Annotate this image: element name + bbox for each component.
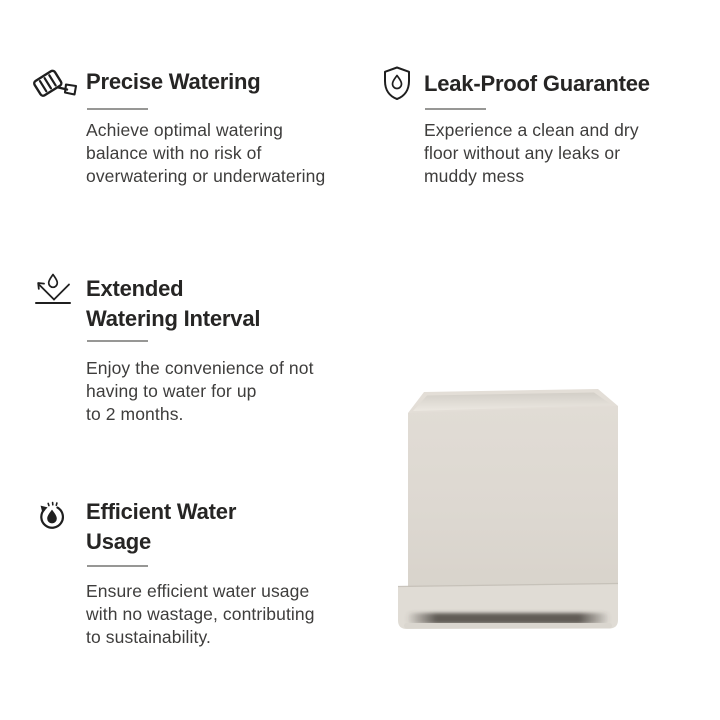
feature-title-precise-watering <box>86 67 261 97</box>
droplet-bounce-icon <box>33 272 73 306</box>
title-line: Efficient Water <box>86 499 237 524</box>
divider <box>87 565 148 567</box>
feature-title-extended-interval <box>86 274 260 334</box>
description-line: to 2 months. <box>86 404 184 424</box>
description-line: Ensure efficient water usage <box>86 581 310 601</box>
droplet-recycle-icon <box>37 501 67 532</box>
description-line: having to water for up <box>86 381 257 401</box>
description-line: to sustainability. <box>86 627 212 647</box>
feature-description-leak-proof <box>424 119 639 188</box>
watering-can-icon <box>32 66 79 100</box>
feature-description-extended-interval <box>86 357 314 426</box>
title-line: Watering Interval <box>86 306 261 331</box>
description-line: balance with no risk of <box>86 143 262 163</box>
feature-title-efficient-usage <box>86 497 236 557</box>
planter-pot-front-face <box>408 406 618 592</box>
feature-description-efficient-usage <box>86 580 315 649</box>
divider <box>87 108 148 110</box>
title-line: Usage <box>86 529 152 554</box>
description-line: overwatering or underwatering <box>86 166 326 186</box>
title-line: Leak-Proof Guarantee <box>424 71 650 96</box>
description-line: Achieve optimal watering <box>86 120 283 140</box>
divider <box>425 108 486 110</box>
title-line: Precise Watering <box>86 69 261 94</box>
description-line: floor without any leaks or <box>424 143 621 163</box>
shield-droplet-icon <box>381 65 413 102</box>
description-line: muddy mess <box>424 166 525 186</box>
divider <box>87 340 148 342</box>
description-line: Experience a clean and dry <box>424 120 639 140</box>
description-line: Enjoy the convenience of not <box>86 358 314 378</box>
description-line: with no wastage, contributing <box>86 604 315 624</box>
feature-description-precise-watering <box>86 119 325 188</box>
title-line: Extended <box>86 276 184 301</box>
product-image-planter <box>390 380 626 639</box>
feature-title-leak-proof <box>424 69 650 99</box>
